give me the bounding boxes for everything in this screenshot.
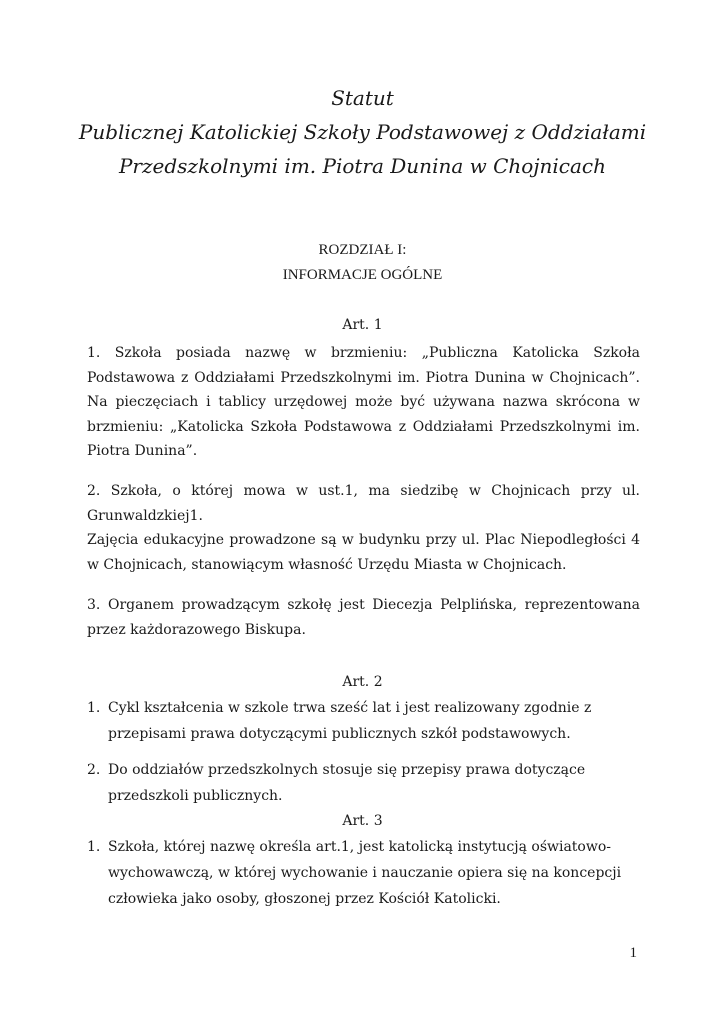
text-line: Na pieczęciach i tablicy urzędowej może być używana nazwa skrócona w: [87, 394, 640, 410]
article-3-heading: Art. 3: [342, 813, 383, 829]
text-line: Piotra Dunina”.: [87, 443, 198, 459]
article-2-item-2: [87, 757, 640, 809]
text-line: przedszkoli publicznych.: [108, 788, 283, 804]
list-number: 1.: [87, 700, 101, 716]
text-line: 3. Organem prowadzącym szkołę jest Diecezja Pelplińska, reprezentowana: [87, 597, 640, 613]
text-line: Zajęcia edukacyjne prowadzone są w budynku przy ul. Plac Niepodległości 4: [87, 532, 640, 548]
text-line: brzmieniu: „Katolicka Szkoła Podstawowa z Oddziałami Przedszkolnymi im.: [87, 418, 640, 435]
text-line: 1. Szkoła posiada nazwę w brzmieniu: „Publiczna Katolicka Szkoła: [87, 345, 640, 361]
article-3-item-1: [87, 834, 640, 912]
title-line-3: Przedszkolnymi im. Piotra Dunina w Chojnicach: [118, 154, 607, 178]
article-1-paragraph-3: [87, 593, 640, 642]
chapter-name: INFORMACJE OGÓLNE: [282, 267, 443, 283]
title-line-2: Publicznej Katolickiej Szkoły Podstawowej z Oddziałami: [78, 120, 647, 144]
text-line: 2. Szkoła, o której mowa w ust.1, ma siedzibę w Chojnicach przy ul.: [87, 483, 640, 499]
article-1-heading: Art. 1: [342, 317, 383, 333]
text-line: Do oddziałów przedszkolnych stosuje się przepisy prawa dotyczące: [108, 762, 586, 778]
text-line: przez każdorazowego Biskupa.: [87, 621, 306, 638]
list-number: 1.: [87, 839, 101, 855]
title-line-1: Statut: [331, 86, 394, 110]
text-line: w Chojnicach, stanowiącym własność Urzędu Miasta w Chojnicach.: [87, 556, 567, 573]
text-line: przepisami prawa dotyczącymi publicznych szkół podstawowych.: [108, 726, 571, 742]
text-line: Podstawowa z Oddziałami Przedszkolnymi im. Piotra Dunina w Chojnicach”.: [87, 369, 640, 386]
list-number: 2.: [87, 762, 101, 778]
chapter-heading: [0, 238, 725, 288]
text-line: wychowawczą, w której wychowanie i nauczanie opiera się na koncepcji: [108, 865, 622, 881]
article-1-paragraph-1: [87, 341, 640, 464]
text-line: Grunwaldzkiej1.: [87, 507, 203, 524]
article-2-heading: Art. 2: [342, 674, 383, 690]
chapter-number: ROZDZIAŁ I:: [318, 242, 407, 258]
document-title: [0, 81, 725, 183]
text-line: człowieka jako osoby, głoszonej przez Kościół Katolicki.: [108, 891, 501, 907]
text-line: Cykl kształcenia w szkole trwa sześć lat i jest realizowany zgodnie z: [108, 700, 592, 716]
page-number: 1: [629, 945, 637, 961]
article-1-paragraph-2: [87, 479, 640, 577]
article-2-item-1: [87, 695, 640, 747]
text-line: Szkoła, której nazwę określa art.1, jest katolicką instytucją oświatowo-: [108, 839, 612, 855]
